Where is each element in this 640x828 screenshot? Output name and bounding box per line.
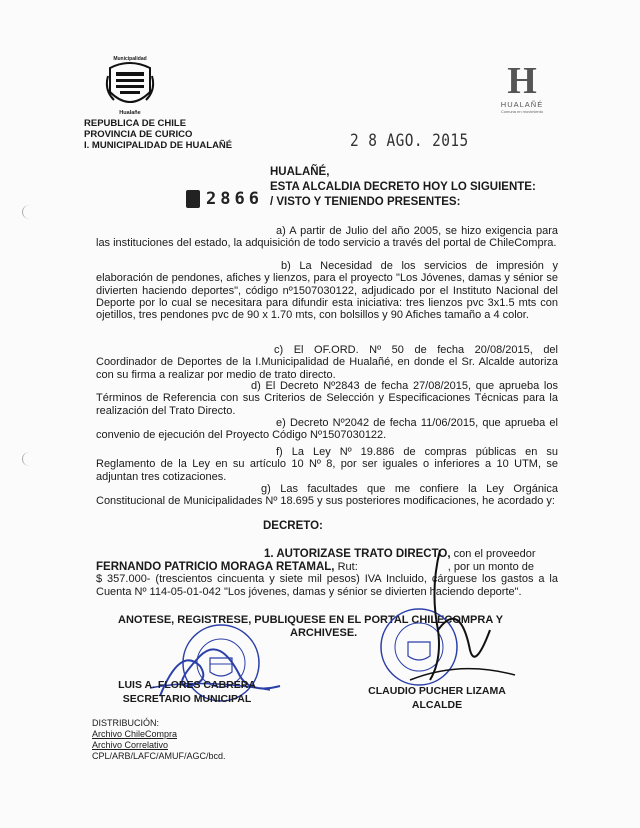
header-municipality: I. MUNICIPALIDAD DE HUALAÑÉ: [84, 140, 233, 151]
consideration-e: e) Decreto Nº2042 de fecha 11/06/2015, que aprueba el convenio de ejecución del Proyecto Código Nº1507030122.: [96, 417, 558, 442]
distribution-item: Archivo ChileCompra: [92, 729, 178, 739]
closing-line-1: ANOTESE, REGISTRESE, PUBLIQUESE EN EL PORTAL CHILECOMPRA Y: [118, 614, 504, 626]
punch-hole: [22, 452, 37, 466]
date-stamp: 2 8 AGO. 2015: [350, 131, 469, 151]
secretary-name: LUIS A. FLORES CABRERA: [118, 679, 256, 691]
mayor-role: ALCALDE: [411, 699, 463, 711]
resolution-lead: 1. AUTORIZASE TRATO DIRECTO,: [264, 548, 451, 560]
punch-hole: [22, 205, 37, 219]
rut-label: Rut:: [334, 560, 358, 573]
hualane-logo-icon: H: [507, 60, 537, 102]
consideration-g: g) Las facultades que me confiere la Ley Orgánica Constitucional de Municipalidades Nº 18.695 y sus posteriores modificaciones, he acordado y:: [96, 483, 558, 508]
decree-number: 2866: [206, 189, 263, 209]
stamp-mark: [186, 190, 200, 208]
decree-place: HUALAÑÉ,: [270, 166, 330, 178]
crest-label: Municipalidad: [113, 56, 147, 62]
consideration-b: b) La Necesidad de los servicios de impresión y elaboración de pendones, afiches y lienzos, para el proyecto "Los Jóvenes, damas y sénior se divierten haciendo deportes", código nº1507030122, adjudicado por el Instituto Nacional del Deporte por lo cual se necesitara para difundir esta iniciativa: tres lienzos pvc 3x1.5 mts con ojetillos, tres pendones pvc de 90 x 1.70 mts, con bolsillos y 90 Afiches tamaño a 4 color.: [96, 260, 558, 322]
header-province: PROVINCIA DE CURICO: [84, 129, 193, 140]
amount-lead: , por un monto de: [447, 560, 534, 573]
logo-name: HUALAÑÉ: [500, 100, 544, 109]
municipal-crest: [104, 56, 156, 114]
consideration-c: c) El OF.ORD. Nº 50 de fecha 20/08/2015, del Coordinador de Deportes de la I.Municipalidad de Hualañé, en donde el Sr. Alcalde autoriza con su firma a realizar por medio de trato directo.: [96, 344, 558, 381]
consideration-d: d) El Decreto Nº2843 de fecha 27/08/2015, que aprueba los Términos de Referencia con sus Criterios de Selección y Especificaciones Técnicas para la realización del Trato Directo.: [96, 380, 558, 417]
resolution-body: $ 357.000- (trescientos cincuenta y siete mil pesos) IVA Incluido, cárguese los gastos a la Cuenta Nº 114-05-01-042 "Los jóvenes, damas y sénior se divierten haciendo deporte".: [96, 573, 558, 598]
consideration-a: a) A partir de Julio del año 2005, se hizo exigencia para las instituciones del estado, la adquisición de todo servicio a través del portal de ChileCompra.: [96, 225, 558, 250]
mayor-name: CLAUDIO PUCHER LIZAMA: [368, 685, 506, 697]
distribution-item: Archivo Correlativo: [92, 740, 169, 750]
provider-name: FERNANDO PATRICIO MORAGA RETAMAL,: [96, 560, 335, 573]
distribution-initials: CPL/ARB/LAFC/AMUF/AGC/bcd.: [92, 751, 226, 761]
crest-town: Hualañe: [119, 110, 141, 116]
secretary-role: SECRETARIO MUNICIPAL: [122, 693, 252, 705]
logo-tagline: Comuna en movimiento: [500, 109, 544, 114]
distribution-title: DISTRIBUCIÓN:: [92, 718, 160, 728]
header-republic: REPUBLICA DE CHILE: [84, 118, 187, 129]
decreto-heading: DECRETO:: [263, 520, 323, 532]
consideration-f: f) La Ley Nº 19.886 de compras públicas en su Reglamento de la Ley en su artículo 10 Nº 8, por ser iguales o inferiores a 10 UTM, se adjuntan tres cotizaciones.: [96, 446, 558, 483]
decree-intro: ESTA ALCALDIA DECRETO HOY LO SIGUIENTE:: [270, 181, 536, 193]
visto-heading: / VISTO Y TENIENDO PRESENTES:: [270, 196, 461, 208]
signature-mayor: [400, 530, 520, 690]
closing-line-2: ARCHIVESE.: [290, 627, 358, 639]
resolution-lead-rest: con el proveedor: [450, 548, 536, 560]
